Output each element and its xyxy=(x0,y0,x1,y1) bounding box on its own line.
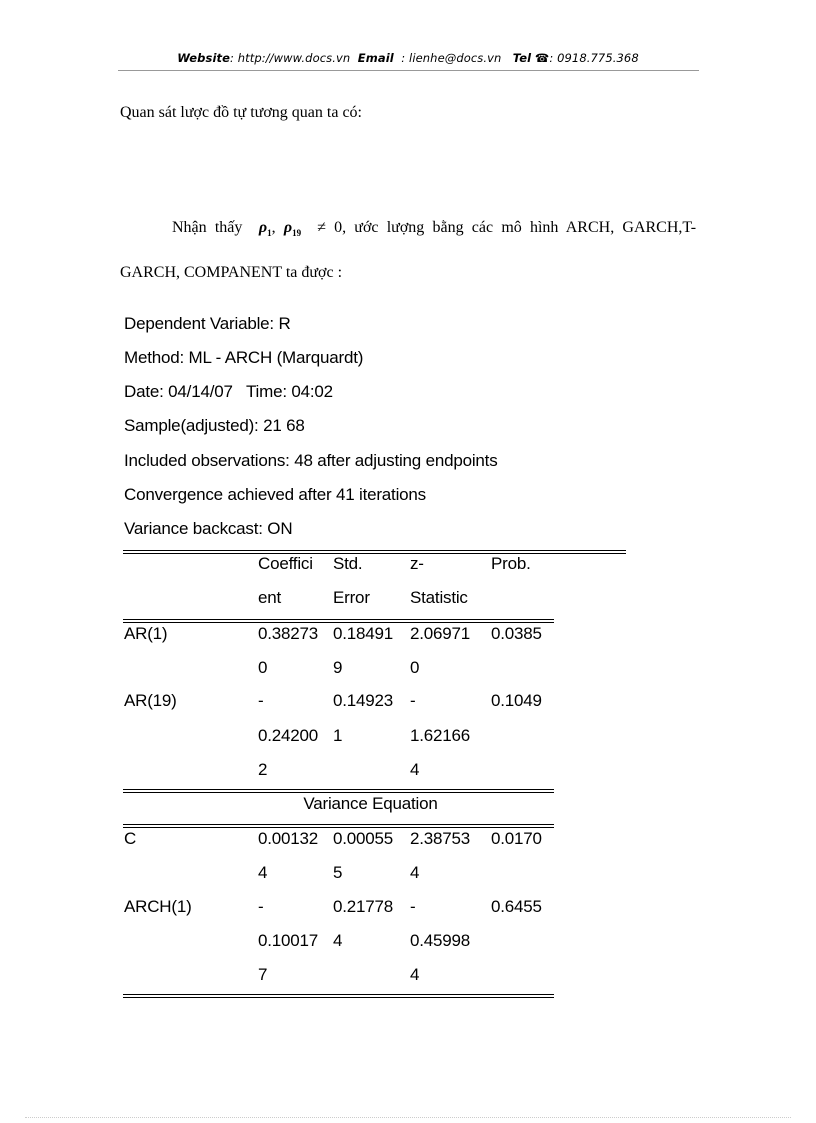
header-z-line1: z- xyxy=(410,554,424,573)
ar19-z-line3: 4 xyxy=(410,760,420,779)
paragraph-intro: Quan sát lược đồ tự tương quan ta có: xyxy=(120,104,362,121)
c-coef-line1: 0.00132 xyxy=(258,829,319,848)
ar1-coef-line2: 0 xyxy=(258,658,268,677)
ar19-z-line2: 1.62166 xyxy=(410,726,471,745)
ar1-z-line1: 2.06971 xyxy=(410,624,471,643)
rho-separator: , xyxy=(271,219,276,236)
info-variance-backcast: Variance backcast: ON xyxy=(124,519,293,538)
arch1-z-line2: 0.45998 xyxy=(410,931,471,950)
variance-equation-title: Variance Equation xyxy=(303,794,438,813)
ar1-std-line1: 0.18491 xyxy=(333,624,394,643)
ar19-z-line1: - xyxy=(410,691,416,710)
info-date-time: Date: 04/14/07 Time: 04:02 xyxy=(124,382,333,401)
page-footer-border xyxy=(25,1117,791,1118)
header-coef-line2: ent xyxy=(258,588,282,607)
para2-prefix: Nhận thấy xyxy=(172,219,243,236)
header-divider xyxy=(118,70,699,71)
phone-icon: ☎ xyxy=(534,51,550,65)
arch1-std-line1: 0.21778 xyxy=(333,897,394,916)
ar19-std-line1: 0.14923 xyxy=(333,691,394,710)
row-name-c: C xyxy=(124,829,137,848)
arch1-std-line2: 4 xyxy=(333,931,343,950)
ar19-prob: 0.1049 xyxy=(491,691,542,710)
row-name-arch1: ARCH(1) xyxy=(124,897,192,916)
row-name-ar1: AR(1) xyxy=(124,624,168,643)
info-method: Method: ML - ARCH (Marquardt) xyxy=(124,348,364,367)
header-coef-line1: Coeffici xyxy=(258,554,313,573)
c-coef-line2: 4 xyxy=(258,863,268,882)
c-std-line2: 5 xyxy=(333,863,343,882)
row-name-ar19: AR(19) xyxy=(124,691,177,710)
tel-label: Tel xyxy=(512,51,532,65)
c-prob: 0.0170 xyxy=(491,829,542,848)
table-top-rule xyxy=(123,550,626,554)
variance-bottom-rule xyxy=(123,824,554,828)
ar1-coef-line1: 0.38273 xyxy=(258,624,319,643)
arch1-prob: 0.6455 xyxy=(491,897,542,916)
tel-value: : 0918.775.368 xyxy=(549,51,639,65)
arch1-coef-line2: 0.10017 xyxy=(258,931,319,950)
c-z-line2: 4 xyxy=(410,863,420,882)
website-value: : http://www.docs.vn xyxy=(229,51,351,65)
ar1-prob: 0.0385 xyxy=(491,624,542,643)
ar19-coef-line1: - xyxy=(258,691,264,710)
info-observations: Included observations: 48 after adjusting endpoints xyxy=(124,451,498,470)
rho-1-symbol: $\rho_1$ xyxy=(258,219,272,239)
info-convergence: Convergence achieved after 41 iterations xyxy=(124,485,426,504)
para2-suffix: 0, ước lượng bằng các mô hình ARCH, GARCH,T-GARCH, COMPANENT ta được : xyxy=(120,219,697,282)
ar19-coef-line3: 2 xyxy=(258,760,268,779)
website-label: Website xyxy=(177,51,230,65)
c-std-line1: 0.00055 xyxy=(333,829,394,848)
not-equal-symbol: ≠ xyxy=(317,219,327,236)
arch1-coef-line3: 7 xyxy=(258,965,268,984)
header-prob: Prob. xyxy=(491,554,531,573)
ar19-coef-line2: 0.24200 xyxy=(258,726,319,745)
ar19-std-line2: 1 xyxy=(333,726,343,745)
rho-19-symbol: $\rho_{19}$ xyxy=(283,219,302,239)
email-value: : lienhe@docs.vn xyxy=(401,51,502,65)
table-header-rule xyxy=(123,619,554,623)
header-std-line2: Error xyxy=(333,588,370,607)
c-z-line1: 2.38753 xyxy=(410,829,471,848)
arch1-coef-line1: - xyxy=(258,897,264,916)
arch1-z-line3: 4 xyxy=(410,965,420,984)
page-header xyxy=(118,51,698,65)
email-label: Email xyxy=(357,51,394,65)
ar1-z-line2: 0 xyxy=(410,658,420,677)
variance-top-rule xyxy=(123,789,554,793)
header-std-line1: Std. xyxy=(333,554,363,573)
info-sample: Sample(adjusted): 21 68 xyxy=(124,416,305,435)
arch1-z-line1: - xyxy=(410,897,416,916)
table-bottom-rule xyxy=(123,994,554,998)
info-dependent-variable: Dependent Variable: R xyxy=(124,314,291,333)
header-z-line2: Statistic xyxy=(410,588,468,607)
ar1-std-line2: 9 xyxy=(333,658,343,677)
paragraph-estimation xyxy=(120,208,696,292)
